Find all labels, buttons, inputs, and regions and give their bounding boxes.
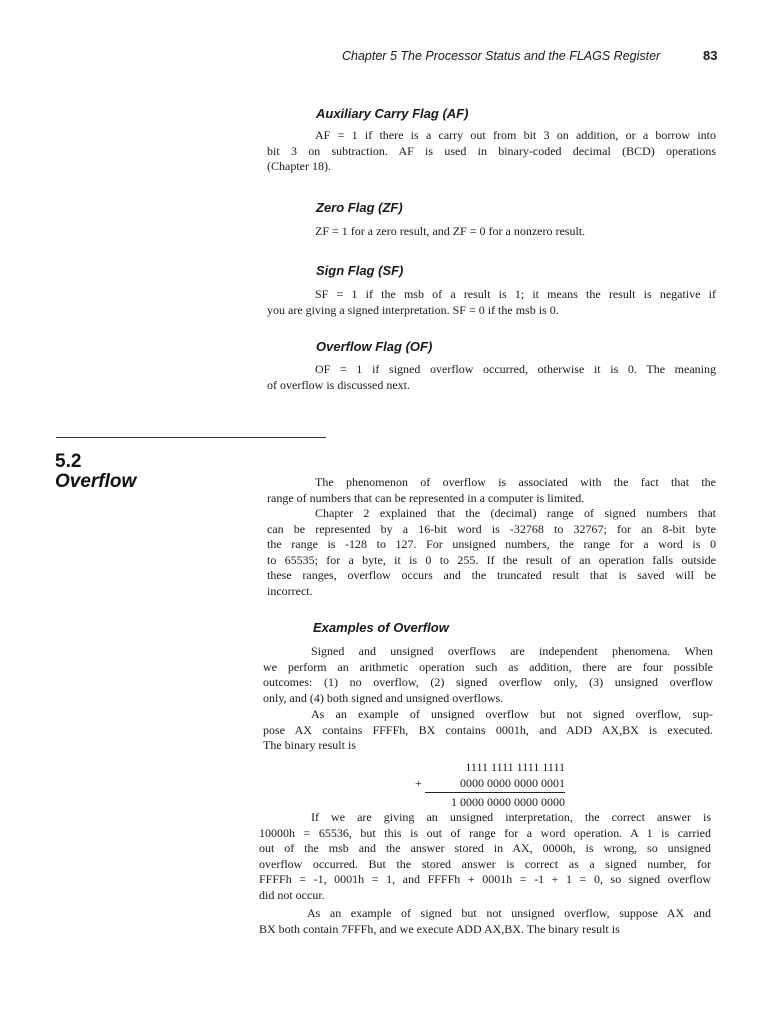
af-line: AF = 1 if there is a carry out from bit 3 on addition, or a borrow into	[315, 128, 716, 142]
of-line: OF = 1 if signed overflow occurred, otherwise it is 0. The meaning	[315, 362, 716, 376]
examples-paragraph-1	[263, 644, 713, 706]
binary-addend-2-row	[415, 775, 565, 791]
body-line: can be represented by a 16-bit word is -32768 to 32767; for an 8-bit byte	[267, 521, 716, 536]
plus-sign: +	[415, 776, 422, 790]
sf-paragraph	[267, 287, 716, 318]
zf-heading: Zero Flag (ZF)	[316, 200, 403, 215]
body-line: If we are giving an unsigned interpretation, the correct answer is	[311, 810, 711, 824]
overflow-intro-paragraph-2	[267, 506, 716, 600]
body-line: As an example of unsigned overflow but not signed overflow, sup-	[311, 707, 713, 721]
body-line: 10000h = 65536, but this is out of range for a word operation. A 1 is carried	[259, 825, 711, 840]
sf-heading: Sign Flag (SF)	[316, 263, 404, 278]
zf-paragraph	[315, 224, 695, 240]
af-line: bit 3 on subtraction. AF is used in binary-coded decimal (BCD) operations	[267, 143, 716, 158]
examples-paragraph-2	[263, 707, 713, 754]
examples-heading: Examples of Overflow	[313, 620, 449, 635]
section-number: 5.2	[55, 451, 82, 472]
af-line: (Chapter 18).	[267, 159, 331, 174]
body-line: to 65535; for a byte, it is 0 to 255. If the result of an operation falls outside	[267, 552, 716, 567]
body-line: Chapter 2 explained that the (decimal) range of signed numbers that	[315, 506, 716, 520]
body-line: Signed and unsigned overflows are independent phenomena. When	[311, 644, 713, 658]
body-line: only, and (4) both signed and unsigned overflows.	[263, 690, 504, 705]
body-line: out of the msb and the answer stored in AX, 0000h, is wrong, so unsigned	[259, 841, 711, 856]
body-line: overflow occurred. But the stored answer is correct as a signed number, for	[259, 856, 711, 871]
examples-paragraph-3	[259, 810, 711, 904]
af-paragraph	[267, 128, 716, 175]
body-line: The binary result is	[263, 738, 356, 753]
body-line: these ranges, overflow occurs and the truncated result that is saved will be	[267, 568, 716, 583]
page-number: 83	[703, 48, 718, 63]
sf-line: SF = 1 if the msb of a result is 1; it means the result is negative if	[315, 287, 716, 301]
body-line: the range is -128 to 127. For unsigned numbers, the range for a word is 0	[267, 537, 716, 552]
binary-addition	[415, 759, 565, 810]
binary-addend-2: 0000 0000 0000 0001	[460, 776, 565, 790]
body-line: The phenomenon of overflow is associated with the fact that the	[315, 475, 716, 489]
section-title: Overflow	[55, 471, 137, 492]
section-rule	[56, 437, 326, 438]
body-line: FFFFh = -1, 0001h = 1, and FFFFh + 0001h = -1 + 1 = 0, so signed overflow	[259, 872, 711, 887]
body-line: pose AX contains FFFFh, BX contains 0001h, and ADD AX,BX is executed.	[263, 722, 713, 737]
examples-paragraph-4	[259, 906, 711, 937]
of-paragraph	[267, 362, 716, 393]
of-heading: Overflow Flag (OF)	[316, 339, 433, 354]
body-line: incorrect.	[267, 583, 313, 598]
binary-addend-1: 1111 1111 1111 1111	[465, 760, 565, 774]
body-line: BX both contain 7FFFh, and we execute ADD AX,BX. The binary result is	[259, 921, 620, 936]
running-head: Chapter 5 The Processor Status and the FLAGS Register	[342, 49, 661, 63]
sum-rule	[425, 792, 565, 793]
body-line: As an example of signed but not unsigned overflow, suppose AX and	[307, 906, 711, 920]
of-line: of overflow is discussed next.	[267, 377, 410, 392]
body-line: did not occur.	[259, 887, 325, 902]
sf-line: you are giving a signed interpretation. SF = 0 if the msb is 0.	[267, 302, 559, 317]
af-heading: Auxiliary Carry Flag (AF)	[316, 106, 469, 121]
overflow-intro-paragraph-1	[267, 475, 716, 506]
body-line: outcomes: (1) no overflow, (2) signed overflow only, (3) unsigned overflow	[263, 675, 713, 690]
binary-sum: 1 0000 0000 0000 0000	[451, 795, 565, 809]
zf-line: ZF = 1 for a zero result, and ZF = 0 for a nonzero result.	[315, 224, 586, 238]
body-line: range of numbers that can be represented in a computer is limited.	[267, 490, 585, 505]
body-line: we perform an arithmetic operation such as addition, there are four possible	[263, 659, 713, 674]
